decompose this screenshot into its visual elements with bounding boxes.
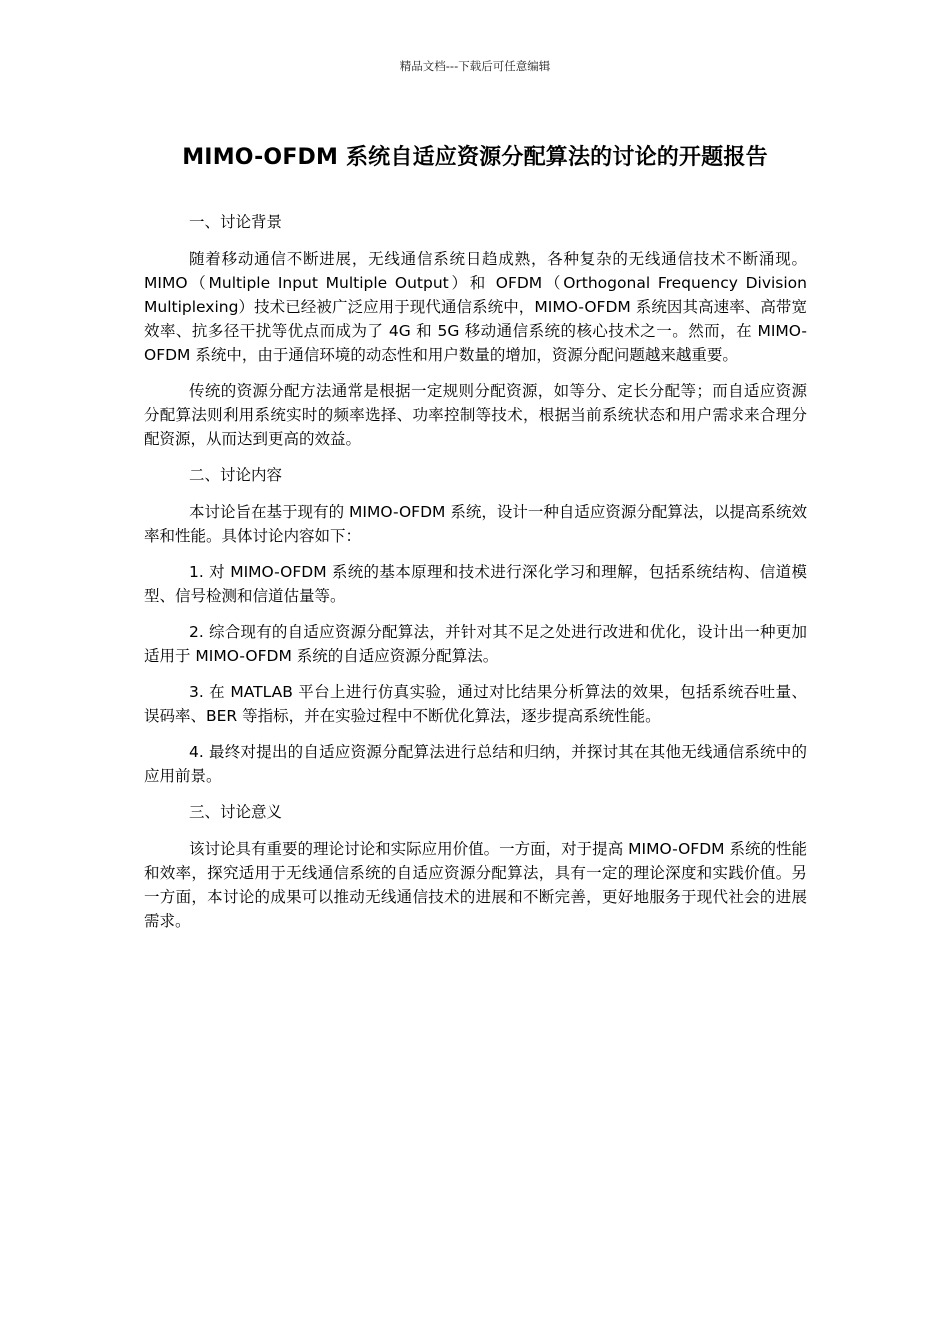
document-body — [144, 207, 807, 933]
section-heading-significance: 三、讨论意义 — [189, 803, 283, 821]
paragraph-content-intro: 本讨论旨在基于现有的 MIMO-OFDM 系统，设计一种自适应资源分配算法，以提高系统效率和性能。具体讨论内容如下： — [144, 503, 807, 545]
list-item: 3. 在 MATLAB 平台上进行仿真实验，通过对比结果分析算法的效果，包括系统吞吐量、误码率、BER 等指标，并在实验过程中不断优化算法，逐步提高系统性能。 — [144, 683, 807, 725]
paragraph-significance: 该讨论具有重要的理论讨论和实际应用价值。一方面，对于提高 MIMO-OFDM 系统的性能和效率，探究适用于无线通信系统的自适应资源分配算法，具有一定的理论深度和实践价值。另一方面，本讨论的成果可以推动无线通信技术的进展和不断完善，更好地服务于现代社会的进展需求。 — [144, 840, 807, 930]
paragraph-background-1: 随着移动通信不断进展，无线通信系统日趋成熟，各种复杂的无线通信技术不断涌现。MIMO（Multiple Input Multiple Output）和 OFDM（Orthogonal Frequency Division Multiplexing）技术已经被广泛应用于现代通信系统中，MIMO-OFDM 系统因其高速率、高带宽效率、抗多径干扰等优点而成为了 4G 和 5G 移动通信系统的核心技术之一。然而，在 MIMO-OFDM 系统中，由于通信环境的动态性和用户数量的增加，资源分配问题越来越重要。 — [144, 250, 807, 364]
header-note: 精品文档---下载后可任意编辑 — [399, 59, 551, 73]
document-title: MIMO-OFDM 系统自适应资源分配算法的讨论的开题报告 — [182, 145, 768, 170]
paragraph-background-2: 传统的资源分配方法通常是根据一定规则分配资源，如等分、定长分配等；而自适应资源分配算法则利用系统实时的频率选择、功率控制等技术，根据当前系统状态和用户需求来合理分配资源，从而达到更高的效益。 — [144, 382, 807, 448]
list-item: 1. 对 MIMO-OFDM 系统的基本原理和技术进行深化学习和理解，包括系统结构、信道模型、信号检测和信道估量等。 — [144, 563, 807, 605]
section-heading-content: 二、讨论内容 — [189, 466, 283, 484]
list-item: 4. 最终对提出的自适应资源分配算法进行总结和归纳，并探讨其在其他无线通信系统中的应用前景。 — [144, 743, 807, 785]
list-item: 2. 综合现有的自适应资源分配算法，并针对其不足之处进行改进和优化，设计出一种更加适用于 MIMO-OFDM 系统的自适应资源分配算法。 — [144, 623, 807, 665]
section-heading-background: 一、讨论背景 — [189, 213, 283, 231]
